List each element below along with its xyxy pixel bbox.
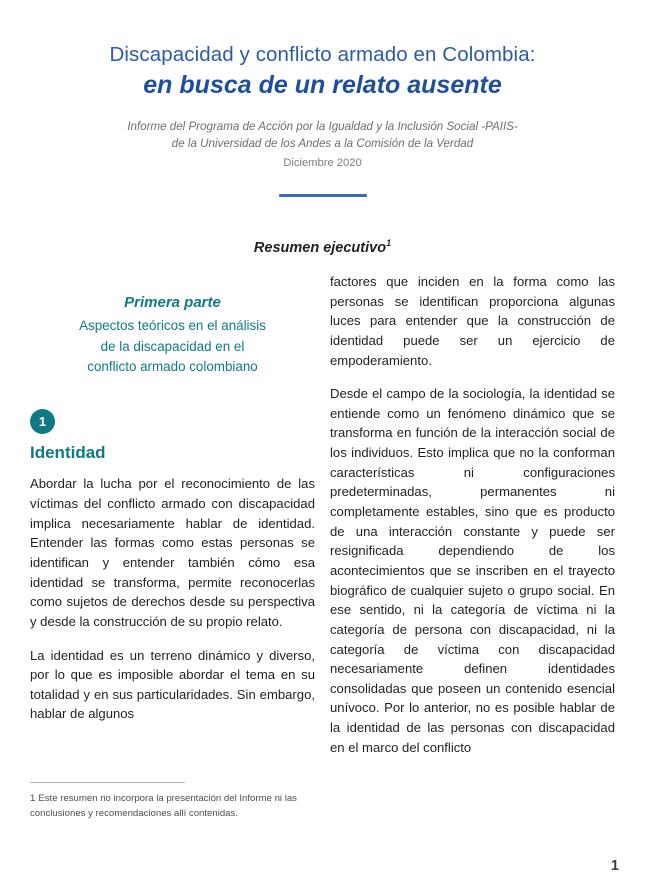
part-subtitle-line-3: conflicto armado colombiano (87, 359, 258, 375)
section-heading-footnote-marker: 1 (386, 238, 392, 249)
footnote-block (30, 782, 315, 822)
document-subtitle-line-1: Informe del Programa de Acción por la Igualdad y la Inclusión Social -PAIIS- (127, 119, 518, 133)
chapter-number-badge: 1 (30, 409, 55, 434)
part-subtitle-line-1: Aspectos teóricos en el análisis (79, 317, 266, 333)
section-heading-label: Resumen ejecutivo (253, 240, 387, 257)
paragraph: factores que inciden en la forma como las personas se identifican proporciona algunas luces para entender que la construcción de identidad puede ser un ejercicio de empoderamiento. (330, 274, 615, 368)
document-date: Diciembre 2020 (283, 157, 362, 170)
part-label: Primera parte (124, 294, 221, 311)
two-column-body (0, 272, 645, 852)
document-title-line-2: en busca de un relato ausente (143, 70, 502, 99)
paragraph: Abordar la lucha por el reconocimiento de las víctimas del conflicto armado con discapacidad implica necesariamente hablar de identidad. Entender las formas como estas personas se identifican y entender también cómo esa identidad se transforma, permite reconocerlas como sujetos de derechos desde su perspectiva y desde la construcción de su propio relato. (30, 476, 315, 629)
document-subtitle (0, 118, 645, 172)
chapter-title: Identidad (30, 443, 106, 463)
right-column (330, 272, 615, 852)
header-divider-wrap (0, 194, 645, 198)
footnote-text (30, 792, 315, 822)
section-heading (0, 238, 645, 256)
part-heading (30, 292, 315, 378)
footnote-body: Este resumen no incorpora la presentación del Informe ni las conclusiones y recomendaciones allí contenidas. (30, 793, 297, 819)
document-header (0, 0, 645, 256)
footnote-separator (30, 782, 185, 783)
document-subtitle-line-2: de la Universidad de los Andes a la Comisión de la Verdad (171, 137, 474, 151)
paragraph: Desde el campo de la sociología, la identidad se entiende como un fenómeno dinámico que se transforma en función de la interacción social de los individuos. Esto implica que no la conforman características ni configuraciones predeterminadas, permanentes ni completamente estables, sino que es producto de una interacción constante y puede ser resignificada dependiendo de los acontecimientos que se inscriben en el trayecto biográfico de cualquier sujeto o grupo social. En ese sentido, ni la categoría de víctima ni la categoría de persona con discapacidad, ni la categoría de víctima con discapacidad necesariamente definen identidades consolidadas que poseen un contenido esencial unívoco. Por lo anterior, no es posible hablar de la identidad de las personas con discapacidad en el marco del conflicto (330, 386, 615, 755)
page-number: 1 (610, 858, 619, 874)
part-subtitle (30, 316, 315, 378)
footnote-number: 1 (30, 793, 36, 804)
left-column (30, 272, 315, 852)
part-subtitle-line-2: de la discapacidad en el (100, 338, 245, 354)
paragraph: La identidad es un terreno dinámico y diverso, por lo que es imposible abordar el tema en su totalidad y en sus particularidades. Sin embargo, hablar de algunos (30, 647, 315, 722)
header-divider (279, 194, 367, 198)
document-title-line-1: Discapacidad y conflicto armado en Colombia: (109, 43, 536, 66)
